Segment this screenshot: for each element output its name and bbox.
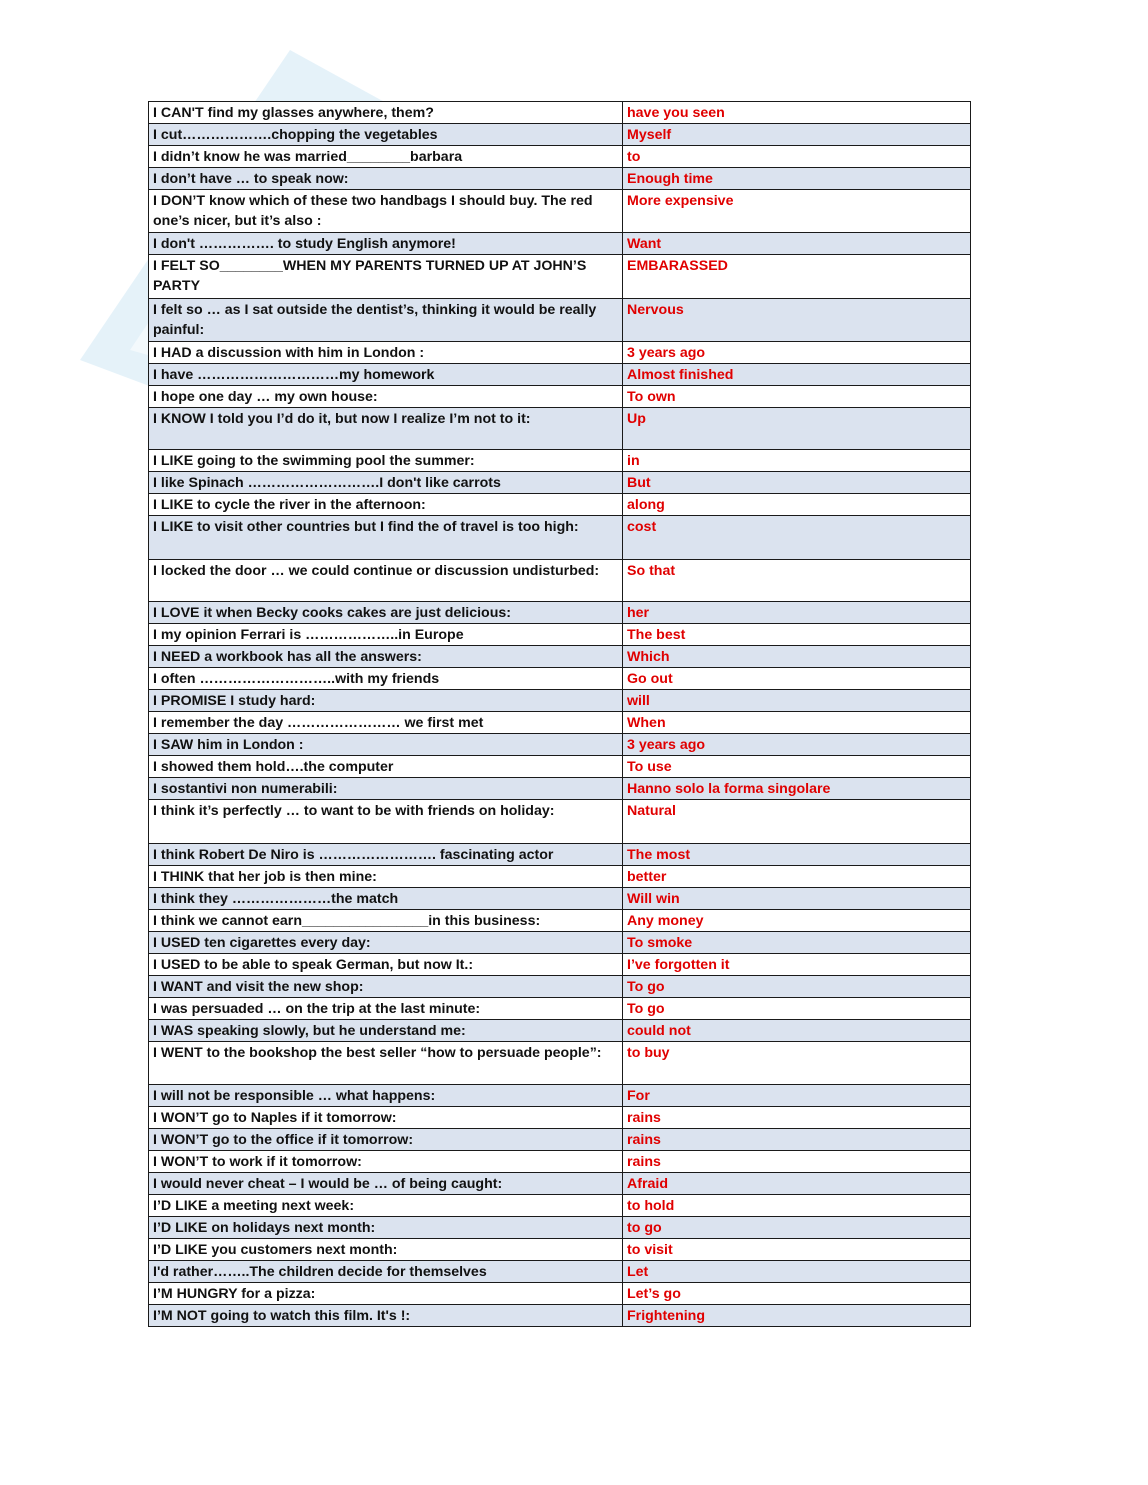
answer-cell: To go bbox=[623, 976, 971, 998]
question-cell: I PROMISE I study hard: bbox=[149, 690, 623, 712]
answer-cell: could not bbox=[623, 1020, 971, 1042]
table-row bbox=[149, 364, 971, 386]
table-row bbox=[149, 494, 971, 516]
question-cell: I WON’T go to the office if it tomorrow: bbox=[149, 1129, 623, 1151]
answer-cell: Frightening bbox=[623, 1305, 971, 1327]
table-row bbox=[149, 124, 971, 146]
answer-cell: Up bbox=[623, 408, 971, 450]
answer-cell: I’ve forgotten it bbox=[623, 954, 971, 976]
question-cell: I remember the day …………………… we first met bbox=[149, 712, 623, 734]
question-cell: I hope one day … my own house: bbox=[149, 386, 623, 408]
answer-cell: her bbox=[623, 602, 971, 624]
question-cell: I’D LIKE a meeting next week: bbox=[149, 1195, 623, 1217]
table-row bbox=[149, 800, 971, 844]
table-row bbox=[149, 342, 971, 364]
table-row bbox=[149, 932, 971, 954]
answer-cell: EMBARASSED bbox=[623, 255, 971, 299]
question-cell: I LIKE to visit other countries but I find the of travel is too high: bbox=[149, 516, 623, 560]
answer-cell: Let’s go bbox=[623, 1283, 971, 1305]
question-cell: I WON’T go to Naples if it tomorrow: bbox=[149, 1107, 623, 1129]
question-cell: I WENT to the bookshop the best seller “how to persuade people”: bbox=[149, 1042, 623, 1085]
answer-cell: To smoke bbox=[623, 932, 971, 954]
answer-cell: rains bbox=[623, 1129, 971, 1151]
table-row bbox=[149, 1217, 971, 1239]
table-row bbox=[149, 756, 971, 778]
question-cell: I KNOW I told you I’d do it, but now I realize I’m not to it: bbox=[149, 408, 623, 450]
answer-cell: But bbox=[623, 472, 971, 494]
table-row bbox=[149, 734, 971, 756]
table-row bbox=[149, 1107, 971, 1129]
table-row bbox=[149, 1173, 971, 1195]
answer-cell: rains bbox=[623, 1107, 971, 1129]
answer-cell: to hold bbox=[623, 1195, 971, 1217]
answer-cell: The most bbox=[623, 844, 971, 866]
question-cell: I DON’T know which of these two handbags I should buy. The red one’s nicer, but it’s also : bbox=[149, 190, 623, 233]
table-row bbox=[149, 1151, 971, 1173]
answer-cell: will bbox=[623, 690, 971, 712]
table-row bbox=[149, 408, 971, 450]
answer-cell: Want bbox=[623, 233, 971, 255]
answer-cell: To go bbox=[623, 998, 971, 1020]
table-row bbox=[149, 1195, 971, 1217]
question-cell: I’D LIKE on holidays next month: bbox=[149, 1217, 623, 1239]
table-row bbox=[149, 712, 971, 734]
answer-cell: Nervous bbox=[623, 299, 971, 342]
question-cell: I HAD a discussion with him in London : bbox=[149, 342, 623, 364]
table-row bbox=[149, 668, 971, 690]
answer-cell: to buy bbox=[623, 1042, 971, 1085]
question-cell: I NEED a workbook has all the answers: bbox=[149, 646, 623, 668]
table-row bbox=[149, 560, 971, 602]
question-cell: I don’t have … to speak now: bbox=[149, 168, 623, 190]
question-cell: I didn’t know he was married________barbara bbox=[149, 146, 623, 168]
answer-cell: to go bbox=[623, 1217, 971, 1239]
question-cell: I SAW him in London : bbox=[149, 734, 623, 756]
table-row bbox=[149, 233, 971, 255]
table-row bbox=[149, 602, 971, 624]
answer-cell: When bbox=[623, 712, 971, 734]
table-row bbox=[149, 386, 971, 408]
table-row bbox=[149, 299, 971, 342]
table-row bbox=[149, 1261, 971, 1283]
answer-cell: better bbox=[623, 866, 971, 888]
table-row bbox=[149, 146, 971, 168]
answer-cell: along bbox=[623, 494, 971, 516]
answer-cell: Will win bbox=[623, 888, 971, 910]
table-row bbox=[149, 1239, 971, 1261]
answer-cell: Which bbox=[623, 646, 971, 668]
question-cell: I'd rather……..The children decide for themselves bbox=[149, 1261, 623, 1283]
question-cell: I think it’s perfectly … to want to be with friends on holiday: bbox=[149, 800, 623, 844]
table-row bbox=[149, 998, 971, 1020]
answer-cell: Myself bbox=[623, 124, 971, 146]
question-cell: I don't ……………. to study English anymore! bbox=[149, 233, 623, 255]
table-row bbox=[149, 646, 971, 668]
table-row bbox=[149, 844, 971, 866]
table-row bbox=[149, 866, 971, 888]
question-cell: I sostantivi non numerabili: bbox=[149, 778, 623, 800]
answer-cell: Enough time bbox=[623, 168, 971, 190]
question-cell: I showed them hold….the computer bbox=[149, 756, 623, 778]
table-row bbox=[149, 1020, 971, 1042]
answer-cell: 3 years ago bbox=[623, 342, 971, 364]
question-cell: I felt so … as I sat outside the dentist’s, thinking it would be really painful: bbox=[149, 299, 623, 342]
question-cell: I LOVE it when Becky cooks cakes are just delicious: bbox=[149, 602, 623, 624]
question-cell: I would never cheat – I would be … of being caught: bbox=[149, 1173, 623, 1195]
question-cell: I like Spinach ……………………….I don't like carrots bbox=[149, 472, 623, 494]
table-row bbox=[149, 450, 971, 472]
question-cell: I my opinion Ferrari is ………………..in Europe bbox=[149, 624, 623, 646]
answer-cell: rains bbox=[623, 1151, 971, 1173]
answer-cell: Natural bbox=[623, 800, 971, 844]
table-row bbox=[149, 1085, 971, 1107]
answer-cell: So that bbox=[623, 560, 971, 602]
question-cell: I often ………………………..with my friends bbox=[149, 668, 623, 690]
answer-cell: More expensive bbox=[623, 190, 971, 233]
question-cell: I’D LIKE you customers next month: bbox=[149, 1239, 623, 1261]
question-cell: I USED ten cigarettes every day: bbox=[149, 932, 623, 954]
table-row bbox=[149, 168, 971, 190]
question-cell: I have …………………………my homework bbox=[149, 364, 623, 386]
question-cell: I WANT and visit the new shop: bbox=[149, 976, 623, 998]
answer-cell: Any money bbox=[623, 910, 971, 932]
answer-cell: Let bbox=[623, 1261, 971, 1283]
table-row bbox=[149, 954, 971, 976]
question-cell: I locked the door … we could continue or discussion undisturbed: bbox=[149, 560, 623, 602]
answer-cell: To use bbox=[623, 756, 971, 778]
table-row bbox=[149, 190, 971, 233]
question-cell: I think we cannot earn________________in this business: bbox=[149, 910, 623, 932]
answer-cell: Afraid bbox=[623, 1173, 971, 1195]
question-cell: I think they …………………the match bbox=[149, 888, 623, 910]
qa-table bbox=[148, 101, 971, 1327]
question-cell: I CAN'T find my glasses anywhere, them? bbox=[149, 102, 623, 124]
answer-cell: in bbox=[623, 450, 971, 472]
question-cell: I LIKE to cycle the river in the afternoon: bbox=[149, 494, 623, 516]
table-row bbox=[149, 516, 971, 560]
question-cell: I THINK that her job is then mine: bbox=[149, 866, 623, 888]
answer-cell: 3 years ago bbox=[623, 734, 971, 756]
answer-cell: To own bbox=[623, 386, 971, 408]
question-cell: I’M HUNGRY for a pizza: bbox=[149, 1283, 623, 1305]
table-row bbox=[149, 1042, 971, 1085]
answer-cell: Go out bbox=[623, 668, 971, 690]
question-cell: I cut……………….chopping the vegetables bbox=[149, 124, 623, 146]
question-cell: I will not be responsible … what happens: bbox=[149, 1085, 623, 1107]
table-row bbox=[149, 1305, 971, 1327]
question-cell: I was persuaded … on the trip at the last minute: bbox=[149, 998, 623, 1020]
table-row bbox=[149, 102, 971, 124]
question-cell: I USED to be able to speak German, but now It.: bbox=[149, 954, 623, 976]
table-row bbox=[149, 910, 971, 932]
table-row bbox=[149, 472, 971, 494]
table-row bbox=[149, 624, 971, 646]
table-row bbox=[149, 888, 971, 910]
answer-cell: have you seen bbox=[623, 102, 971, 124]
table-row bbox=[149, 1129, 971, 1151]
question-cell: I FELT SO________WHEN MY PARENTS TURNED UP AT JOHN’S PARTY bbox=[149, 255, 623, 299]
answer-cell: Almost finished bbox=[623, 364, 971, 386]
question-cell: I WON’T to work if it tomorrow: bbox=[149, 1151, 623, 1173]
table-row bbox=[149, 1283, 971, 1305]
table-row bbox=[149, 976, 971, 998]
table-row bbox=[149, 690, 971, 712]
question-cell: I WAS speaking slowly, but he understand me: bbox=[149, 1020, 623, 1042]
table-row bbox=[149, 255, 971, 299]
question-cell: I’M NOT going to watch this film. It's !: bbox=[149, 1305, 623, 1327]
question-cell: I LIKE going to the swimming pool the summer: bbox=[149, 450, 623, 472]
answer-cell: The best bbox=[623, 624, 971, 646]
qa-table-body bbox=[149, 102, 971, 1327]
table-row bbox=[149, 778, 971, 800]
answer-cell: Hanno solo la forma singolare bbox=[623, 778, 971, 800]
answer-cell: to bbox=[623, 146, 971, 168]
question-cell: I think Robert De Niro is ……………………. fascinating actor bbox=[149, 844, 623, 866]
answer-cell: For bbox=[623, 1085, 971, 1107]
answer-cell: cost bbox=[623, 516, 971, 560]
answer-cell: to visit bbox=[623, 1239, 971, 1261]
